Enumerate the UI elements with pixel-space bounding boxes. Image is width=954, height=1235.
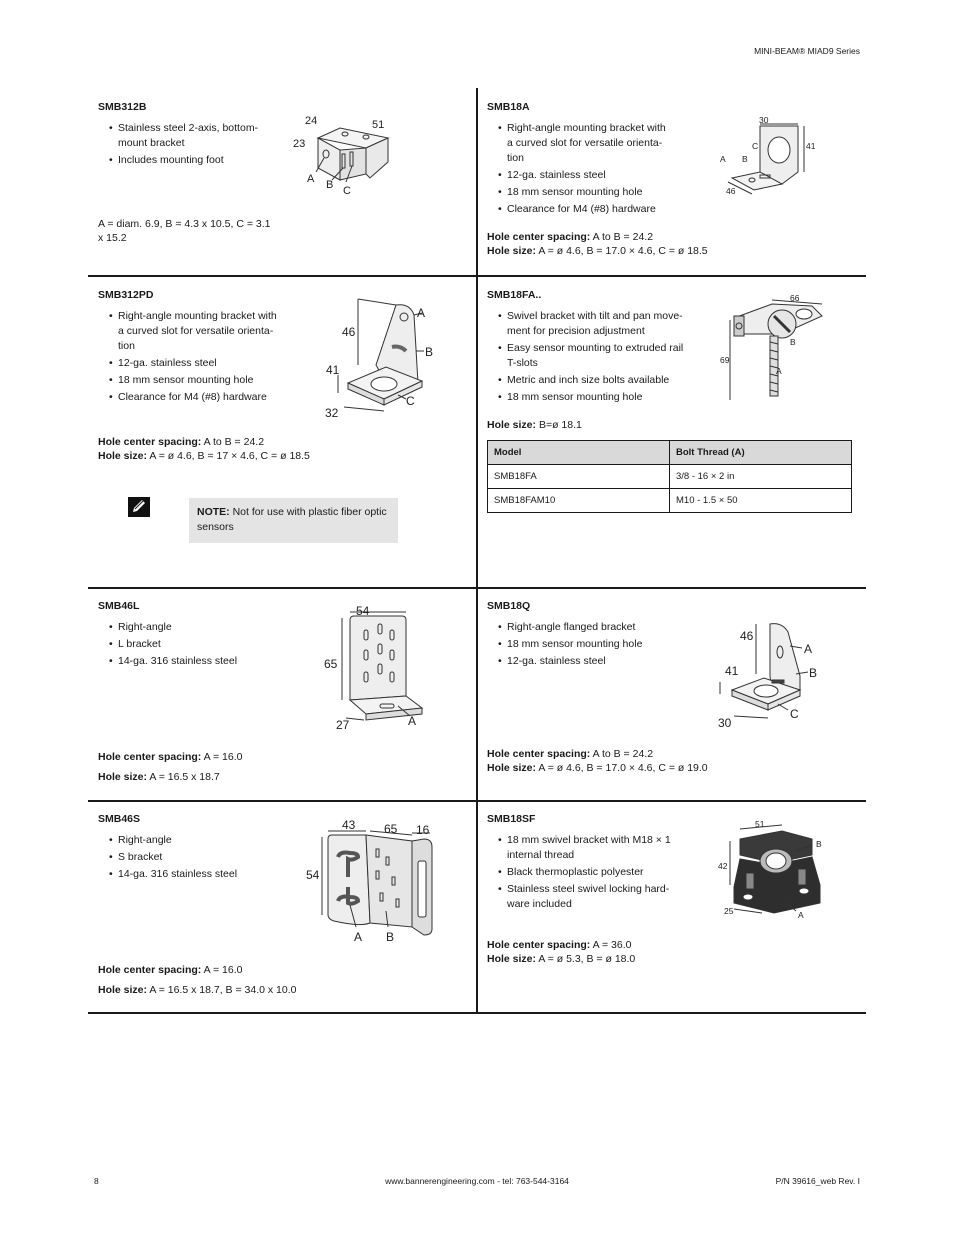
table-cell: 3/8 - 16 × 2 in <box>670 465 852 489</box>
smb18fa-diagram <box>712 290 837 408</box>
part-number: P/N 39616_web Rev. I <box>775 1176 860 1186</box>
dim-label: 46 <box>740 629 754 643</box>
table-cell: M10 - 1.5 × 50 <box>670 489 852 513</box>
callout-a: A <box>417 306 426 320</box>
hole-size: A = ø 4.6, B = 17 × 4.6, C = ø 18.5 <box>149 450 310 462</box>
dim-label: 30 <box>759 115 769 125</box>
dim-label: 51 <box>755 819 765 829</box>
list-item: • 14-ga. 316 stainless steel <box>109 654 283 669</box>
hole-spec <box>487 230 787 258</box>
list-item: • L bracket <box>109 637 283 652</box>
feature-list <box>498 833 677 912</box>
callout-b: B <box>326 179 334 191</box>
list-item: • Right-angle <box>109 833 283 848</box>
product-smb18a <box>487 101 672 219</box>
dim-label: 46 <box>342 325 356 339</box>
callout-c: C <box>406 394 415 408</box>
dim-label: 24 <box>305 115 318 127</box>
list-item: • Clearance for M4 (#8) hardware <box>109 390 283 405</box>
spec-label: Hole size: <box>98 450 148 462</box>
list-item: • 14-ga. 316 stainless steel <box>109 867 283 882</box>
dim-label: 41 <box>806 141 816 151</box>
dim-label: 32 <box>325 406 339 420</box>
callout-c: C <box>343 185 351 197</box>
spec-label: Hole size: <box>487 953 537 965</box>
smb18a-diagram <box>712 112 822 202</box>
list-item: • Right-angle mounting bracket with a curved slot for versatile orienta-tion <box>498 121 672 166</box>
footer-contact[interactable]: www.bannerengineering.com - tel: 763-544-3164 <box>385 1176 569 1186</box>
spec-label: Hole size: <box>98 984 148 996</box>
smb18sf-diagram <box>712 815 832 925</box>
dim-label: 42 <box>718 861 728 871</box>
callout-a: A <box>354 930 363 944</box>
product-title: SMB18FA.. <box>487 289 542 301</box>
note-label: NOTE: <box>197 506 230 518</box>
hole-spacing: A to B = 24.2 <box>203 436 265 448</box>
hole-spacing: A = 16.0 <box>203 964 243 976</box>
list-item: • Black thermoplastic polyester <box>498 865 677 880</box>
product-smb18fa <box>487 289 687 407</box>
dim-label: 65 <box>384 822 398 836</box>
feature-list <box>498 620 672 669</box>
dim-label: 25 <box>724 906 734 916</box>
product-title: SMB46S <box>98 813 141 825</box>
dim-label: 65 <box>324 657 338 671</box>
spec-label: Hole center spacing: <box>98 436 202 448</box>
smb18q-diagram <box>710 616 830 731</box>
feature-list <box>498 309 687 405</box>
hole-size: A = ø 4.6, B = 17.0 × 4.6, C = ø 19.0 <box>538 762 708 774</box>
product-title: SMB18SF <box>487 813 536 825</box>
product-smb18sf <box>487 813 677 914</box>
series-title: MINI-BEAM® MIAD9 Series <box>754 46 860 56</box>
spec-label: Hole size: <box>487 245 537 257</box>
list-item: • Right-angle flanged bracket <box>498 620 672 635</box>
dim-label: 43 <box>342 818 356 832</box>
product-title: SMB46L <box>98 600 140 612</box>
list-item: • Right-angle mounting bracket with a curved slot for versatile orienta-tion <box>109 309 283 354</box>
dim-label: 69 <box>720 355 730 365</box>
smb312pd-diagram <box>318 295 453 420</box>
smb312b-diagram <box>290 110 400 200</box>
hole-size: A = ø 5.3, B = ø 18.0 <box>538 953 636 965</box>
spec-label: Hole size: <box>487 419 537 431</box>
table-header-row <box>488 441 852 465</box>
dim-label: 66 <box>790 293 800 303</box>
product-smb46l <box>98 600 283 671</box>
list-item: • Includes mounting foot <box>109 153 268 168</box>
list-item: • 18 mm sensor mounting hole <box>498 390 687 405</box>
product-title: SMB18A <box>487 101 530 113</box>
hole-size: A = 16.5 x 18.7, B = 34.0 x 10.0 <box>149 984 297 996</box>
hole-spec <box>487 418 687 432</box>
list-item: • Stainless steel swivel locking hard-ware included <box>498 882 677 912</box>
hole-spec <box>98 747 398 787</box>
model-table <box>487 440 852 513</box>
callout-a: A <box>798 910 804 920</box>
list-item: • Stainless steel 2-axis, bottom-mount bracket <box>109 121 268 151</box>
spec-label: Hole center spacing: <box>98 964 202 976</box>
list-item: • Swivel bracket with tilt and pan move-ment for precision adjustment <box>498 309 687 339</box>
callout-a: A <box>307 173 315 185</box>
list-item: • 18 mm sensor mounting hole <box>498 637 672 652</box>
dim-label: 46 <box>726 186 736 196</box>
product-smb46s <box>98 813 283 884</box>
list-item: • 18 mm swivel bracket with M18 × 1 internal thread <box>498 833 677 863</box>
dim-label: 51 <box>372 119 385 131</box>
hole-spacing: A to B = 24.2 <box>592 748 654 760</box>
list-item: • 12-ga. stainless steel <box>498 654 672 669</box>
hole-spacing: A to B = 24.2 <box>592 231 654 243</box>
table-cell: SMB18FA <box>488 465 670 489</box>
dim-label: 30 <box>718 716 732 730</box>
dim-label: 41 <box>326 363 340 377</box>
spec-label: Hole center spacing: <box>487 939 591 951</box>
product-smb312pd <box>98 289 283 407</box>
spec-label: Hole center spacing: <box>98 751 202 763</box>
product-title: SMB312B <box>98 101 147 113</box>
product-title: SMB18Q <box>487 600 531 612</box>
pencil-icon <box>128 497 150 517</box>
callout-b: B <box>425 345 434 359</box>
hole-spacing: A = 16.0 <box>203 751 243 763</box>
callout-a: A <box>804 642 813 656</box>
list-item: • 12-ga. stainless steel <box>109 356 283 371</box>
hole-spec <box>98 435 398 463</box>
callout-c: C <box>752 141 759 151</box>
column-header: Model <box>488 441 670 465</box>
feature-list <box>109 620 283 669</box>
hole-size: A = ø 4.6, B = 17.0 × 4.6, C = ø 18.5 <box>538 245 708 257</box>
hole-size: A = 16.5 x 18.7 <box>149 771 220 783</box>
spec-label: Hole size: <box>487 762 537 774</box>
product-title: SMB312PD <box>98 289 154 301</box>
product-smb312b <box>98 101 268 170</box>
spec-label: Hole size: <box>98 771 148 783</box>
column-header: Bolt Thread (A) <box>670 441 852 465</box>
hole-spec <box>98 960 418 1000</box>
column-divider <box>476 88 478 1014</box>
callout-a: A <box>776 366 782 376</box>
note-text: Not for use with plastic fiber optic sensors <box>197 506 387 533</box>
callout-b: B <box>816 839 822 849</box>
smb46l-diagram <box>318 600 428 732</box>
hole-spec <box>487 938 787 966</box>
dim-label: 16 <box>416 823 430 837</box>
dim-label: 41 <box>725 664 739 678</box>
callout-b: B <box>742 154 748 164</box>
callout-b: B <box>790 337 796 347</box>
smb46s-diagram <box>300 815 440 947</box>
feature-list <box>109 833 283 882</box>
spec-label: Hole center spacing: <box>487 748 591 760</box>
callout-b: B <box>386 930 395 944</box>
list-item: • Right-angle <box>109 620 283 635</box>
list-item: • 18 mm sensor mounting hole <box>498 185 672 200</box>
list-item: • Clearance for M4 (#8) hardware <box>498 202 672 217</box>
dim-label: 23 <box>293 138 306 150</box>
dim-label: 54 <box>306 868 320 882</box>
table-cell: SMB18FAM10 <box>488 489 670 513</box>
callout-b: B <box>809 666 818 680</box>
list-item: • Easy sensor mounting to extruded rail T-slots <box>498 341 687 371</box>
dim-label: 27 <box>336 718 350 732</box>
callout-c: C <box>790 707 799 721</box>
product-smb18q <box>487 600 672 671</box>
hole-size: B=ø 18.1 <box>538 419 582 431</box>
list-item: • 12-ga. stainless steel <box>498 168 672 183</box>
feature-list <box>109 309 283 405</box>
list-item: • S bracket <box>109 850 283 865</box>
table-row <box>488 489 852 513</box>
feature-list <box>498 121 672 217</box>
table-row <box>488 465 852 489</box>
page-number: 8 <box>94 1176 99 1186</box>
feature-list <box>109 121 268 168</box>
spec-label: Hole center spacing: <box>487 231 591 243</box>
callout-a: A <box>720 154 726 164</box>
note-box <box>189 498 398 543</box>
callout-a: A <box>408 714 417 728</box>
dimension-spec: A = diam. 6.9, B = 4.3 x 10.5, C = 3.1 x 15.2 <box>98 218 271 244</box>
list-item: • 18 mm sensor mounting hole <box>109 373 283 388</box>
hole-spec <box>487 747 787 775</box>
list-item: • Metric and inch size bolts available <box>498 373 687 388</box>
hole-spacing: A = 36.0 <box>592 939 632 951</box>
dim-label: 54 <box>356 604 370 618</box>
